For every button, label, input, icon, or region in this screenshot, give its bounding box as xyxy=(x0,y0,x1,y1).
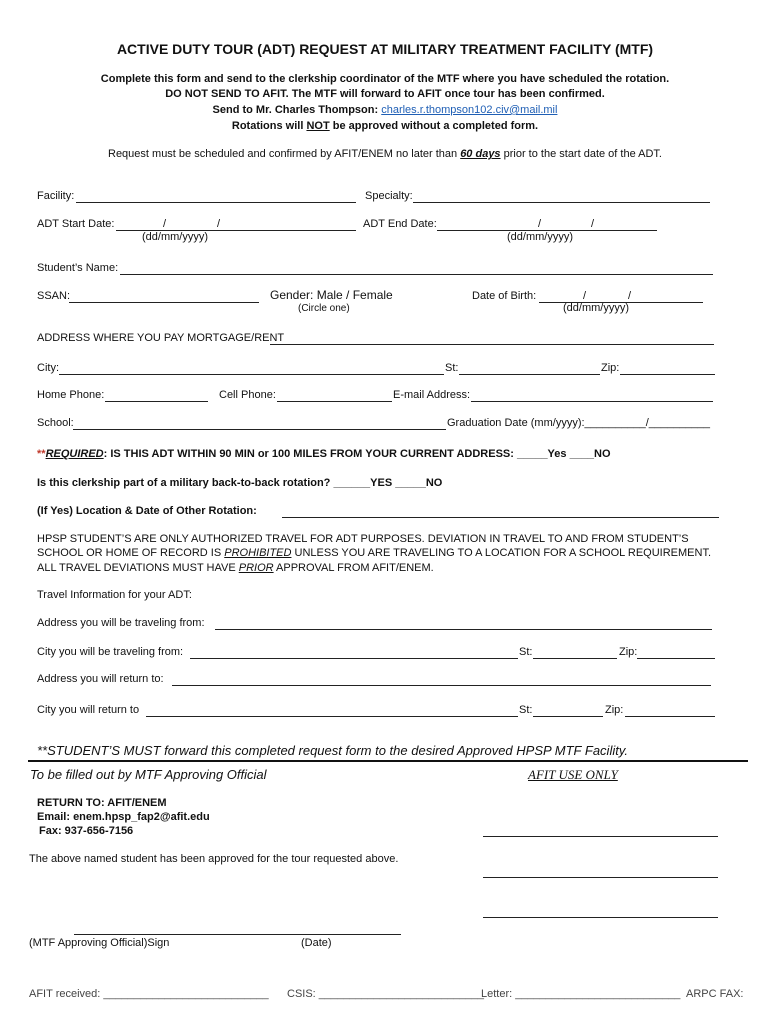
instruction-line-3 xyxy=(0,104,770,116)
date-slash: / xyxy=(217,218,221,230)
from-state-field[interactable] xyxy=(533,658,617,659)
gender-label: Gender: Male / Female xyxy=(270,288,393,302)
rotation-note-not: NOT xyxy=(306,120,330,132)
date-slash: / xyxy=(591,218,595,230)
city-field[interactable] xyxy=(59,374,444,375)
signature-label: (MTF Approving Official)Sign xyxy=(29,937,170,949)
return-state-label: St: xyxy=(519,704,533,716)
official-section-heading: To be filled out by MTF Approving Official xyxy=(30,767,267,782)
required-word: REQUIRED xyxy=(45,448,104,460)
hpsp-notice-line-2 xyxy=(37,547,711,559)
deadline-text-b: prior to the start date of the ADT. xyxy=(500,148,662,160)
from-address-label: Address you will be traveling from: xyxy=(37,617,205,629)
adt-end-label: ADT End Date: xyxy=(363,218,437,230)
instruction-line-1: Complete this form and send to the clerkship coordinator of the MTF where you have scheduled the rotation. xyxy=(100,73,670,85)
hpsp-prohibited: PROHIBITED xyxy=(224,547,292,559)
zip-field[interactable] xyxy=(620,374,715,375)
afit-use-heading: AFIT USE ONLY xyxy=(528,767,618,782)
required-asterisks: ** xyxy=(37,448,46,460)
instruction-line-2: DO NOT SEND TO AFIT. The MTF will forward to AFIT once tour has been confirmed. xyxy=(165,88,605,100)
state-label: St: xyxy=(445,362,459,374)
section-divider xyxy=(28,760,748,762)
city-label: City: xyxy=(37,362,59,374)
date-label: (Date) xyxy=(301,937,332,949)
gender-circle-note: (Circle one) xyxy=(298,303,350,314)
instruction-line-4 xyxy=(0,120,770,132)
school-label: School: xyxy=(37,417,74,429)
deadline-text-a: Request must be scheduled and confirmed by AFIT/ENEM no later than xyxy=(108,148,461,160)
afit-received-field[interactable]: AFIT received: ___________________________ xyxy=(29,988,269,1000)
form-title: ACTIVE DUTY TOUR (ADT) REQUEST AT MILITARY TREATMENT FACILITY (MTF) xyxy=(116,41,654,57)
return-fax: Fax: 937-656-7156 xyxy=(39,825,134,837)
rotation-note-b: be approved without a completed form. xyxy=(329,120,539,132)
from-zip-label: Zip: xyxy=(619,646,638,658)
return-address-label: Address you will return to: xyxy=(37,673,164,685)
send-to-label: Send to Mr. Charles Thompson: xyxy=(212,104,382,116)
other-rotation-field[interactable] xyxy=(282,517,719,518)
from-city-label: City you will be traveling from: xyxy=(37,646,184,658)
zip-label: Zip: xyxy=(601,362,620,374)
facility-field[interactable] xyxy=(76,202,356,203)
approval-statement: The above named student has been approved for the tour requested above. xyxy=(29,853,399,865)
state-field[interactable] xyxy=(459,374,600,375)
from-state-label: St: xyxy=(519,646,533,658)
return-city-field[interactable] xyxy=(146,716,518,717)
graduation-date-field[interactable]: Graduation Date (mm/yyyy):__________/__________ xyxy=(447,417,710,429)
deadline-days: 60 days xyxy=(460,148,501,160)
back-to-back-question[interactable]: Is this clerkship part of a military back-to-back rotation? ______YES _____NO xyxy=(37,477,443,489)
return-city-label: City you will return to xyxy=(37,704,140,716)
date-slash: / xyxy=(163,218,167,230)
afit-use-line-3[interactable] xyxy=(483,917,718,918)
specialty-field[interactable] xyxy=(413,202,710,203)
adt-end-format: (dd/mm/yyyy) xyxy=(507,231,573,243)
afit-use-line-2[interactable] xyxy=(483,877,718,878)
date-slash: / xyxy=(628,290,632,302)
required-distance-question[interactable] xyxy=(37,448,611,460)
date-slash: / xyxy=(538,218,542,230)
hpsp-notice-line-3 xyxy=(37,562,434,574)
home-phone-field[interactable] xyxy=(105,401,208,402)
date-slash: / xyxy=(583,290,587,302)
dob-label: Date of Birth: xyxy=(472,290,537,302)
from-zip-field[interactable] xyxy=(637,658,715,659)
cell-phone-label: Cell Phone: xyxy=(219,389,276,401)
student-name-label: Student’s Name: xyxy=(37,262,119,274)
from-city-field[interactable] xyxy=(190,658,518,659)
return-state-field[interactable] xyxy=(533,716,603,717)
hpsp-prior: PRIOR xyxy=(238,562,274,574)
email-label: E-mail Address: xyxy=(393,389,471,401)
address-label: ADDRESS WHERE YOU PAY MORTGAGE/RENT xyxy=(37,332,285,344)
dob-format: (dd/mm/yyyy) xyxy=(563,302,629,314)
student-name-field[interactable] xyxy=(120,274,713,275)
adt-start-label: ADT Start Date: xyxy=(37,218,115,230)
arpc-fax-label: ARPC FAX: xyxy=(686,988,744,1000)
specialty-label: Specialty: xyxy=(365,190,413,202)
deadline-notice xyxy=(0,148,770,160)
afit-use-line-1[interactable] xyxy=(483,836,718,837)
hpsp-line3-a: ALL TRAVEL DEVIATIONS MUST HAVE xyxy=(37,562,239,574)
contact-email-link[interactable]: charles.r.thompson102.civ@mail.mil xyxy=(381,104,558,116)
return-email: Email: enem.hpsp_fap2@afit.edu xyxy=(37,811,210,823)
return-to-label: RETURN TO: AFIT/ENEM xyxy=(37,797,167,809)
other-rotation-label: (If Yes) Location & Date of Other Rotation: xyxy=(37,505,257,517)
facility-label: Facility: xyxy=(37,190,75,202)
required-text: : IS THIS ADT WITHIN 90 MIN or 100 MILES FROM YOUR CURRENT ADDRESS: _____Yes ____NO xyxy=(103,448,611,460)
home-phone-label: Home Phone: xyxy=(37,389,105,401)
hpsp-line2-b: UNLESS YOU ARE TRAVELING TO A LOCATION FOR A SCHOOL REQUIREMENT. xyxy=(291,547,712,559)
forward-form-notice: **STUDENT’S MUST forward this completed request form to the desired Approved HPSP MTF Facility. xyxy=(37,743,628,758)
letter-field[interactable]: Letter: ___________________________ xyxy=(481,988,681,1000)
cell-phone-field[interactable] xyxy=(277,401,392,402)
ssan-field[interactable] xyxy=(69,302,259,303)
return-zip-field[interactable] xyxy=(625,716,715,717)
rotation-note-a: Rotations will xyxy=(231,120,307,132)
return-address-field[interactable] xyxy=(172,685,711,686)
school-field[interactable] xyxy=(73,429,446,430)
return-zip-label: Zip: xyxy=(605,704,624,716)
travel-info-header: Travel Information for your ADT: xyxy=(37,589,192,601)
csis-field[interactable]: CSIS: ___________________________ xyxy=(287,988,484,1000)
ssan-label: SSAN: xyxy=(37,290,71,302)
hpsp-line3-b: APPROVAL FROM AFIT/ENEM. xyxy=(273,562,434,574)
email-field[interactable] xyxy=(471,401,713,402)
hpsp-line2-a: SCHOOL OR HOME OF RECORD IS xyxy=(37,547,225,559)
address-field[interactable] xyxy=(270,344,714,345)
hpsp-notice-line-1: HPSP STUDENT’S ARE ONLY AUTHORIZED TRAVEL FOR ADT PURPOSES. DEVIATION IN TRAVEL TO AND FROM STUDENT’S xyxy=(37,533,689,545)
signature-line[interactable] xyxy=(74,934,401,935)
from-address-field[interactable] xyxy=(215,629,712,630)
adt-start-format: (dd/mm/yyyy) xyxy=(142,231,208,243)
